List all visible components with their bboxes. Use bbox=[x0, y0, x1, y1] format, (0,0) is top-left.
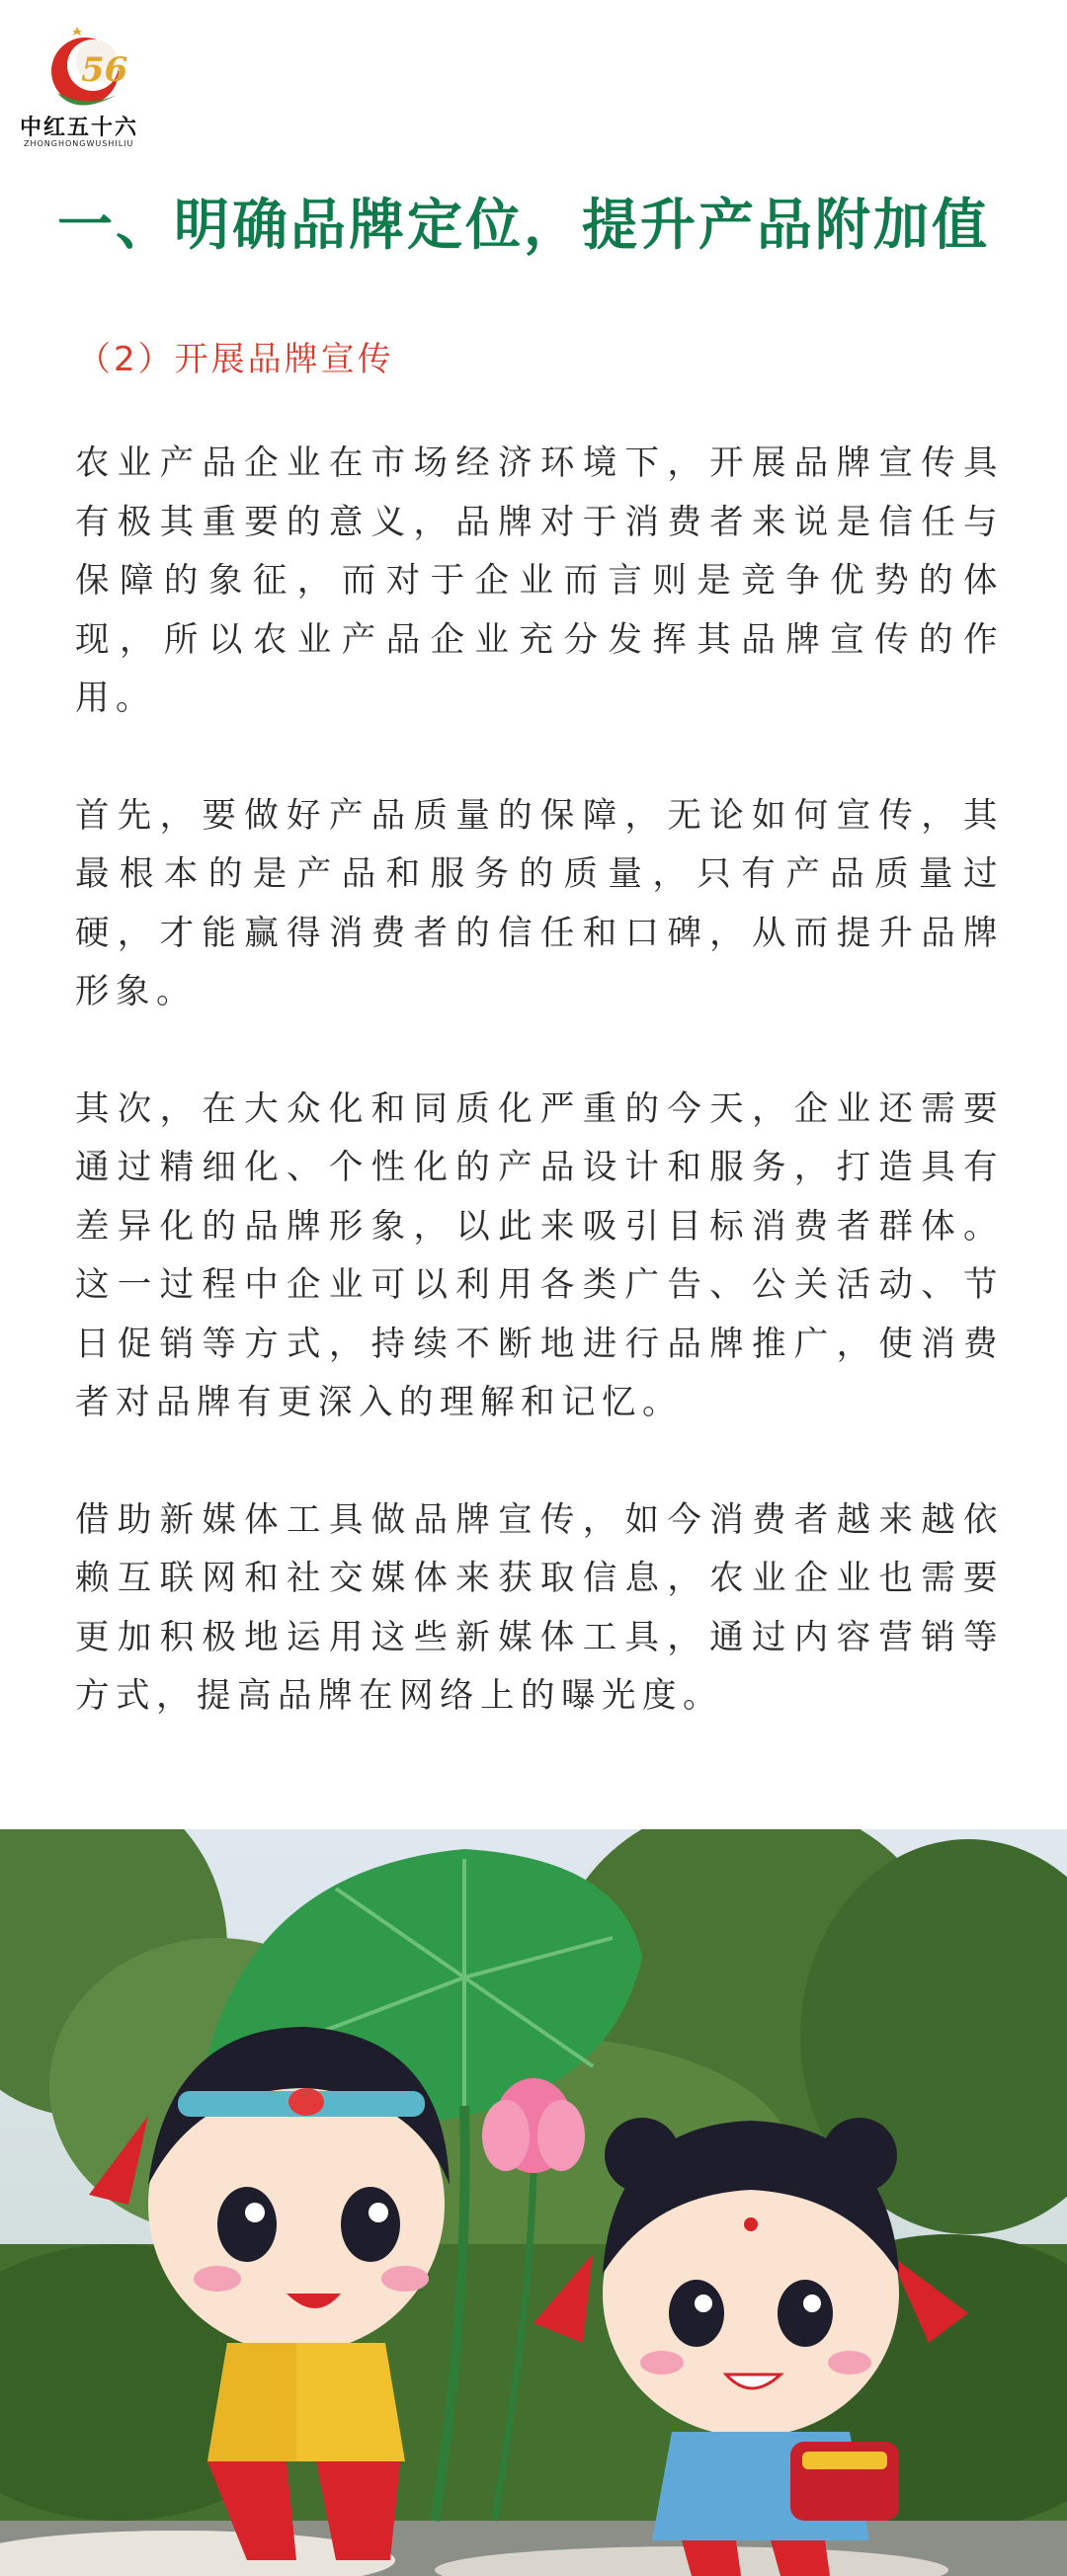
brand-pinyin: ZHONGHONGWUSHILIU bbox=[24, 139, 134, 148]
section-title: （2）开展品牌宣传 bbox=[77, 340, 394, 379]
paragraph-2: 首先，要做好产品质量的保障，无论如何宣传，其最根本的是产品和服务的质量，只有产品质量过硬，才能赢得消费者的信任和口碑，从而提升品牌形象。 bbox=[75, 795, 1004, 1011]
paragraph-1: 农业产品企业在市场经济环境下，开展品牌宣传具有极其重要的意义，品牌对于消费者来说是信任与保障的象征，而对于企业而言则是竞争优势的体现，所以农业产品企业充分发挥其品牌宣传的作用。 bbox=[75, 443, 1004, 718]
mascot-illustration bbox=[0, 1829, 1067, 2576]
mascot-photo bbox=[0, 1829, 1067, 2576]
paragraph-4: 借助新媒体工具做品牌宣传，如今消费者越来越依赖互联网和社交媒体来获取信息，农业企业也需要更加积极地运用这些新媒体工具，通过内容营销等方式，提高品牌在网络上的曝光度。 bbox=[75, 1499, 1004, 1716]
page-title: 一、明确品牌定位，提升产品附加值 bbox=[57, 194, 990, 258]
brand-emblem-icon bbox=[18, 22, 166, 121]
brand-name: 中红五十六 bbox=[20, 115, 139, 140]
paragraph-3: 其次，在大众化和同质化严重的今天，企业还需要通过精细化、个性化的产品设计和服务，打造具有差异化的品牌形象，以此来吸引目标消费者群体。这一过程中企业可以利用各类广告、公关活动、节日促销等方式，持续不断地进行品牌推广，使消费者对品牌有更深入的理解和记忆。 bbox=[75, 1088, 1004, 1422]
article-body bbox=[75, 435, 1004, 1785]
badge-number: 56 bbox=[81, 50, 128, 90]
